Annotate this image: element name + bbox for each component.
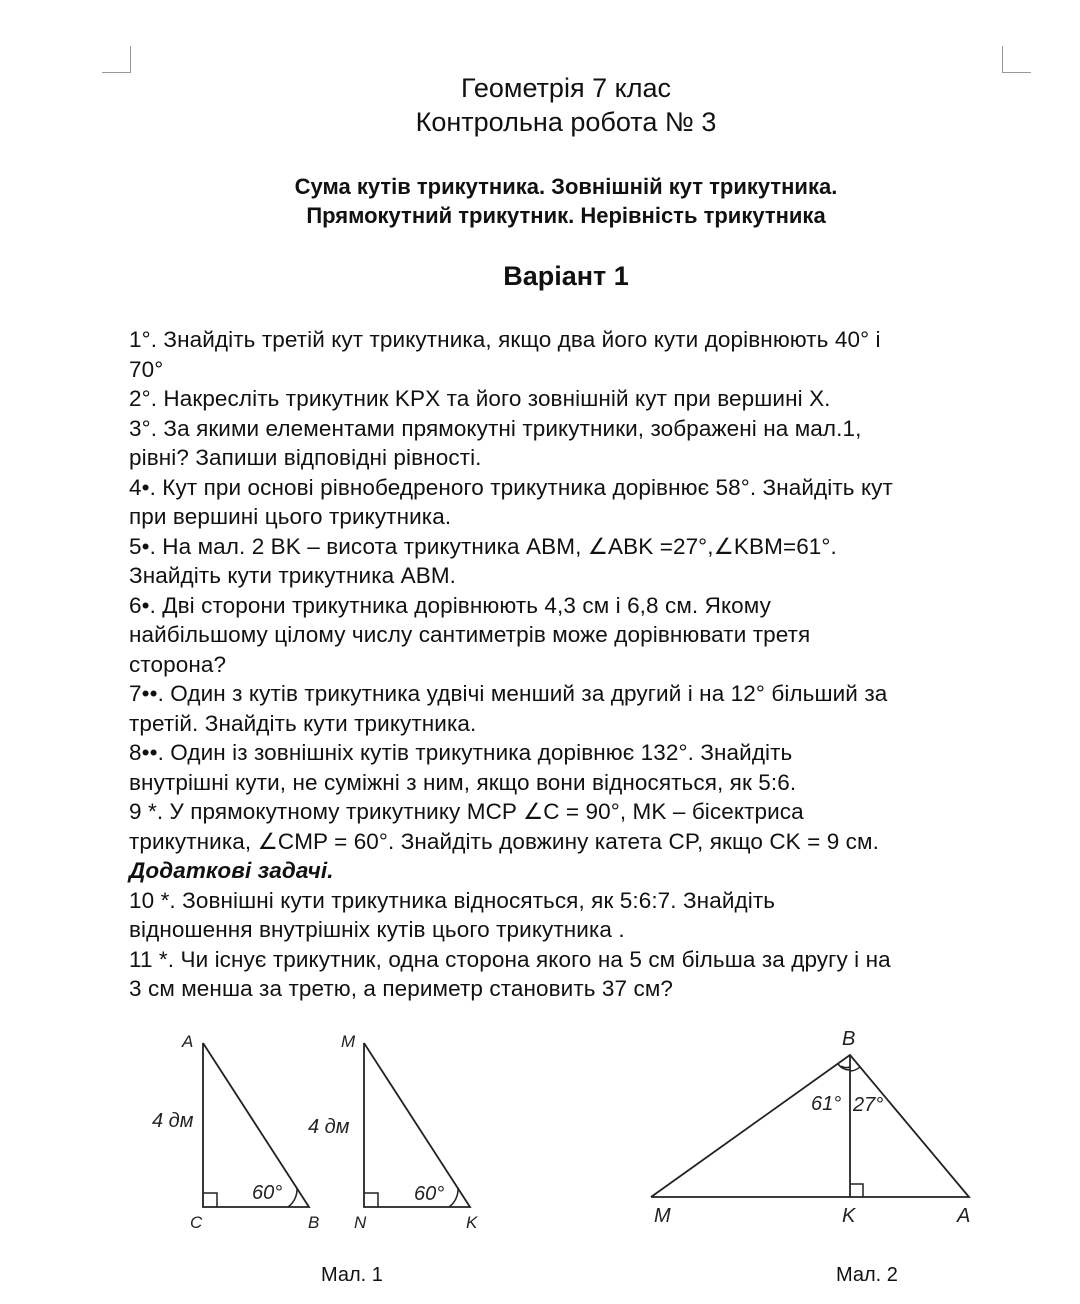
problem-line: внутрішні кути, не суміжні з ним, якщо вони відносяться, як 5:6. [129, 769, 797, 795]
label-angle-mbk: 61° [811, 1093, 842, 1115]
angle-arc-mbk-inner [841, 1066, 850, 1068]
problem-line: 70° [129, 356, 164, 382]
problem-line: 7••. Один з кутів трикутника удвічі менший за другий і на 12° більший за [129, 681, 888, 706]
label-a: A [182, 1032, 194, 1051]
label-angle-k: 60° [414, 1183, 445, 1205]
problem-line: 2°. Накресліть трикутник KPX та його зовнішній кут при вершині X. [129, 386, 831, 411]
label-b: B [308, 1213, 320, 1232]
topic-line-2: Прямокутний трикутник. Нерівність трикутника [306, 203, 826, 228]
test-title: Контрольна робота № 3 [415, 107, 717, 137]
label-a2: A [957, 1205, 971, 1227]
problem-line: відношення внутрішніх кутів цього трикутника . [129, 917, 625, 942]
problem-line: 1°. Знайдіть третій кут трикутника, якщо два його кути дорівнюють 40° і [129, 327, 881, 352]
label-leg-mn: 4 дм [308, 1116, 350, 1138]
problem-line: 11 *. Чи існує трикутник, одна сторона якого на 5 см більша за другу і на [129, 946, 891, 972]
right-angle-mark-k [850, 1184, 863, 1197]
right-angle-mark-n [364, 1193, 378, 1207]
problem-line: 3°. За якими елементами прямокутні трикутники, зображені на мал.1, [129, 415, 862, 441]
label-b2: B [842, 1028, 856, 1050]
extra-problems-heading: Додаткові задачі. [129, 858, 334, 883]
label-c: C [190, 1213, 203, 1232]
label-m1: M [341, 1032, 356, 1051]
label-leg-ac: 4 дм [152, 1110, 194, 1132]
problem-line: 9 *. У прямокутному трикутнику MCP ∠C = 90°, MK – бісектриса [129, 799, 804, 824]
label-angle-kba: 27° [853, 1094, 884, 1116]
label-m2: M [654, 1205, 671, 1227]
label-k2: K [842, 1205, 856, 1227]
problem-line: третій. Знайдіть кути трикутника. [129, 710, 477, 736]
problem-line: 6•. Дві сторони трикутника дорівнюють 4,3 см і 6,8 см. Якому [129, 592, 771, 618]
problem-line: Знайдіть кути трикутника ABM. [129, 563, 457, 588]
problem-line: найбільшому цілому числу сантиметрів може дорівнювати третя [129, 622, 811, 647]
problem-line: 3 см менша за третю, а периметр становить 37 см? [129, 976, 674, 1001]
problem-line: трикутника, ∠CMP = 60°. Знайдіть довжину катета CP, якщо CK = 9 см. [129, 828, 879, 854]
problem-line: рівні? Запиши відповідні рівності. [129, 445, 482, 470]
topic-line-1: Сума кутів трикутника. Зовнішній кут трикутника. [294, 174, 838, 199]
right-angle-mark-c [203, 1193, 217, 1207]
triangle-mba-outline [651, 1055, 969, 1197]
problem-line: сторона? [129, 651, 227, 677]
angle-arc-b [288, 1188, 297, 1207]
problem-line: 4•. Кут при основі рівнобедреного трикутника дорівнює 58°. Знайдіть кут [129, 474, 893, 500]
problem-line: при вершині цього трикутника. [129, 504, 452, 529]
problem-line: 10 *. Зовнішні кути трикутника відносяться, як 5:6:7. Знайдіть [129, 887, 776, 913]
label-k1: K [466, 1213, 478, 1232]
problem-line: 8••. Один із зовнішніх кутів трикутника дорівнює 132°. Знайдіть [129, 740, 793, 765]
figure2-caption: Мал. 2 [836, 1264, 898, 1286]
variant-heading: Варіант 1 [503, 261, 629, 291]
problem-line: 5•. На мал. 2 BK – висота трикутника ABM, ∠ABK =27°,∠KBM=61°. [129, 533, 837, 559]
angle-arc-kba [850, 1067, 860, 1071]
label-angle-b: 60° [252, 1182, 283, 1204]
figure1-caption: Мал. 1 [321, 1264, 383, 1286]
label-n: N [354, 1213, 367, 1232]
document-title: Геометрія 7 клас [461, 73, 671, 103]
angle-arc-k [449, 1188, 458, 1207]
figure2-triangle [651, 1055, 969, 1197]
